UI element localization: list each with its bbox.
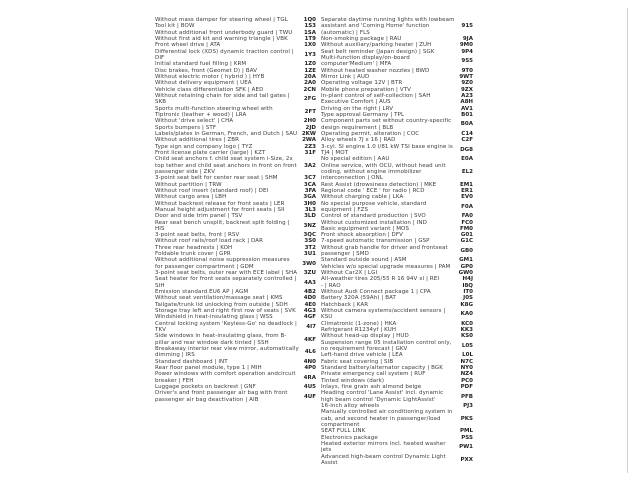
option-code: E0A — [461, 156, 473, 163]
option-row — [155, 333, 316, 346]
option-code: 915 — [461, 23, 473, 30]
option-description: Electronics package — [321, 434, 378, 441]
option-row — [321, 454, 473, 467]
option-code: FA0 — [461, 213, 473, 220]
option-description: Advanced high-beam control Dynamic Light Assist — [321, 453, 446, 466]
option-code: 9ZX — [460, 86, 473, 93]
option-row — [321, 441, 473, 454]
option-description: Mirror Link | AUD — [321, 73, 370, 80]
option-description: Tinted windows (dark) — [321, 377, 385, 384]
option-description: Without customized installation | IND — [321, 219, 427, 226]
option-code: ER1 — [461, 187, 473, 194]
option-code: F0A — [461, 203, 473, 210]
option-description: Vehicle class differentiation SFK | AED — [155, 86, 264, 93]
option-description: Three rear headrests | KOH — [155, 244, 233, 251]
option-description: Side windows in heat-insulating glass, from B-pillar and rear window dark tinted | SSH — [155, 333, 287, 346]
option-row — [321, 118, 473, 131]
option-code: 4I7 — [306, 323, 316, 330]
option-row — [155, 390, 316, 403]
option-description: Executive Comfort | AUS — [321, 99, 391, 106]
option-code: H4J — [462, 276, 473, 283]
option-description: Vehicles w/o special upgrade measures | PAM — [321, 263, 451, 270]
option-code: 4UF — [303, 393, 316, 400]
option-description: Seat belt reminder (Japan design) | SGK — [321, 48, 435, 55]
option-description: Standard battery/alternator capacity | BGK — [321, 365, 444, 372]
option-code: GB0 — [460, 247, 473, 254]
option-code: 4P0 — [304, 365, 316, 372]
option-code: 4E0 — [304, 301, 316, 308]
option-description: Seat heater for front seats separately controlled | SIH — [155, 276, 297, 289]
option-description: Sports bumpers | STF — [155, 124, 217, 131]
option-description: Left-hand drive vehicle | LEA — [321, 352, 403, 359]
option-code: DG8 — [460, 146, 473, 153]
option-code: 20A — [304, 73, 316, 80]
option-description: Climatronic (1-zone) | HKA — [321, 320, 397, 327]
option-code: 2FG — [303, 96, 316, 103]
option-code: GP0 — [460, 263, 473, 270]
option-code: 3S0 — [304, 238, 316, 245]
option-description: Hatchback | KAR — [321, 301, 369, 308]
option-code: 9S5 — [461, 58, 473, 65]
option-code: L0L — [462, 352, 473, 359]
scrollbar[interactable] — [627, 8, 629, 473]
option-description: 3-cyl. SI engine 1.0 l/81 kW TSI base engine is TJ4 | MOT — [321, 143, 453, 156]
option-code: EL2 — [461, 168, 473, 175]
option-description: Regional code ' ECE ' for radio | RCD — [321, 187, 425, 194]
option-description: Inlays, fine grain ash almond beige — [321, 384, 422, 391]
option-description: Type approval Germany | TPL — [321, 111, 405, 118]
option-code: NZ4 — [460, 371, 473, 378]
option-code: 2WA — [302, 137, 316, 144]
option-code: NY0 — [460, 365, 473, 372]
option-code: 3GA — [303, 194, 316, 201]
option-code: IT0 — [463, 289, 473, 296]
option-code: B0A — [460, 121, 473, 128]
option-code: 4A3 — [304, 279, 316, 286]
option-description: Manually controlled air conditioning system in cab, and second heater in passenger/load compartment — [321, 409, 453, 428]
option-code: PJ3 — [463, 403, 473, 410]
option-code: 3T2 — [304, 244, 316, 251]
option-description: 3-point seat belt for center rear seat | SHM — [155, 175, 278, 182]
option-description: Type sign and company logo | TYZ — [155, 143, 253, 150]
option-description: Refrigerant R1234yf | KUH — [321, 327, 397, 334]
option-description: Mobile phone preparation | VTV — [321, 86, 412, 93]
option-row — [155, 321, 316, 334]
option-code: K8G — [460, 301, 473, 308]
option-description: Emission standard EU6 AP | AGM — [155, 289, 249, 296]
option-description: Operating voltage 12V | BTR — [321, 80, 403, 87]
option-code: 2KW — [301, 130, 316, 137]
option-code: 1ZE — [304, 67, 316, 74]
option-code: 1Y3 — [304, 51, 316, 58]
option-description: Without first aid kit and warning triangle | VBK — [155, 35, 288, 42]
option-code: 3ZU — [303, 270, 316, 277]
equipment-code-list — [155, 17, 473, 466]
option-description: No special purpose vehicle, standard equipment | FZS — [321, 200, 427, 213]
option-description: Alloy wheels 7J x 16 | RAD — [321, 137, 396, 144]
option-description: In-plant control of self-collection | SAH — [321, 92, 431, 99]
option-code: GW0 — [458, 270, 473, 277]
option-code: 9Z0 — [461, 80, 473, 87]
option-row — [155, 49, 316, 62]
option-code: 2Z3 — [304, 143, 316, 150]
option-code: 3LD — [304, 213, 316, 220]
option-code: 2CN — [303, 86, 316, 93]
option-code: GM1 — [459, 257, 473, 264]
option-code: 4G3 — [303, 308, 316, 315]
option-row — [155, 106, 316, 119]
option-description: Multi-function display/on-board computer'Medium' | MFA — [321, 54, 410, 68]
option-code: PKS — [460, 415, 473, 422]
option-description: Without Car2X | LGI — [321, 270, 378, 277]
options-column-right — [321, 17, 473, 466]
option-row — [321, 201, 473, 214]
option-description: No special edition | AAU — [321, 156, 390, 163]
option-row — [155, 220, 316, 233]
option-code: 3NZ — [303, 222, 316, 229]
option-description: Private emergency call system | RUF — [321, 371, 426, 378]
option-description: Without camera systems/accident sensors | KSU — [321, 308, 446, 321]
option-description: Basic equipment variant | MOS — [321, 225, 410, 232]
option-description: Component parts set without country-specific design requirement | BLB — [321, 118, 452, 131]
option-description: Driver's and front passenger air bag with front passenger air bag deactivation | AIB — [155, 390, 288, 403]
option-description: Fabric seat covering | SIB — [321, 358, 394, 365]
option-description: Without roof insert (standard roof) | DEI — [155, 187, 269, 194]
option-code: KS0 — [460, 333, 473, 340]
option-description: Without charging cable | LKA — [321, 194, 404, 201]
option-description: Front wheel drive | ATA — [155, 42, 221, 49]
option-description: Central locking system 'Keyless-Go' no deadlock | TKV — [155, 320, 297, 334]
option-description: SEAT FULL LINK — [321, 428, 366, 435]
option-code: PC0 — [461, 377, 473, 384]
option-description: Operating permit, alteration | COC — [321, 130, 420, 137]
option-code: EV0 — [461, 194, 473, 201]
option-code: 3C7 — [304, 175, 316, 182]
option-code: KC0 — [461, 320, 473, 327]
option-description: Breakaway interior rear view mirror, automatically dimming | IRS — [155, 346, 299, 359]
option-description: Without additional noise suppression measures for passenger compartment | GDM — [155, 257, 290, 270]
option-description: Without 'drive select' | CHA — [155, 118, 234, 125]
option-description: 7-speed automatic transmission | GSP — [321, 238, 430, 245]
option-description: Without Audi Connect package 1 | CPA — [321, 289, 431, 296]
option-description: Tailgate/trunk lid unlocking from outside | SDH — [155, 301, 288, 308]
option-description: Child seat anchors f. child seat system i-Size, 2x top tether and child seat anchors in front on front passenger side | ZKV — [155, 156, 297, 175]
option-code: L05 — [461, 342, 473, 349]
option-code: C2F — [461, 137, 473, 144]
option-description: Luggage pockets on backrest | GNF — [155, 384, 256, 391]
option-description: Without retaining chain for side and tail gates | SKB — [155, 92, 290, 106]
option-row — [321, 163, 473, 182]
option-code: G1C — [460, 238, 473, 245]
option-description: All-weather tires 205/55 R 16 94V xl | REI — [321, 276, 440, 283]
option-code: PFB — [461, 393, 473, 400]
option-description: Front shock absorption | DFV — [321, 232, 404, 239]
option-row — [321, 409, 473, 428]
option-code: 2H0 — [303, 118, 316, 125]
option-code: PSS — [461, 434, 473, 441]
option-code: EM1 — [459, 181, 473, 188]
option-code: FM0 — [459, 225, 473, 232]
option-description: Storage tray left and right first row of seats | SVK — [155, 308, 296, 315]
option-description: Rear seat bench unsplit, backrest split folding | HIS — [155, 219, 290, 232]
option-code: 9T0 — [461, 67, 473, 74]
option-description: Without seat ventilation/massage seat | KMS — [155, 295, 283, 302]
option-row — [155, 276, 316, 289]
option-description: Heading control 'Lane Assist' incl. dynamic high beam control 'Dynamic LightAssist' — [321, 390, 444, 403]
option-code: 3W0 — [302, 260, 316, 267]
option-description: Without auxiliary/parking heater | ZUH — [321, 42, 432, 49]
option-code: 1T9 — [304, 35, 316, 42]
option-description: Without partition | TRW — [155, 181, 222, 188]
option-description: Power windows with comfort operation andcircuit breaker | FEH — [155, 371, 296, 384]
option-description: Tool kit | BOW — [155, 23, 195, 30]
option-code: 1Q0 — [303, 17, 316, 23]
option-code: 9WT — [459, 73, 473, 80]
option-description: Without head-up display | HUD — [321, 333, 409, 340]
option-code: 4U5 — [303, 384, 316, 391]
option-description: Front license plate carrier (large) | KZT — [155, 149, 266, 156]
option-code: G01 — [460, 232, 473, 239]
option-code: PW1 — [459, 444, 473, 451]
option-code: 9P4 — [461, 48, 473, 55]
option-code: 2JD — [305, 124, 316, 131]
option-description: Suspension range 05 installation control only, no requirement forecast | GKV — [321, 339, 452, 353]
option-description: Initial standard fuel filling | KRM — [155, 61, 247, 68]
option-row — [321, 144, 473, 157]
option-code: A23 — [461, 92, 473, 99]
option-description: 3-point seat belts, outer rear with ECE label | SHA — [155, 270, 298, 277]
option-description: Windshield in heat-insulating glass | WSS — [155, 314, 273, 321]
option-description: Foldable trunk cover | GPR — [155, 251, 231, 258]
option-description: - | RAO — [321, 282, 341, 289]
option-description: 3-point seat belts, front | RSV — [155, 232, 240, 239]
option-code: 9JA — [462, 35, 473, 42]
option-description: Without heated washer nozzles | BWD — [321, 67, 430, 74]
option-description: Driving on the right | LRV — [321, 105, 394, 112]
option-description: Heated exterior mirrors incl. heated washer jets — [321, 440, 446, 454]
option-description: Without cargo area | LBH — [155, 194, 227, 201]
option-description: Separate daytime running lights with lowbeam assistant and 'Coming Home' function (automatic) | FLS — [321, 17, 455, 36]
option-code: B01 — [461, 111, 473, 118]
option-row — [155, 371, 316, 384]
option-description: Without additional tires | ZBR — [155, 137, 240, 144]
option-row — [155, 257, 316, 270]
option-code: C14 — [461, 130, 473, 137]
option-code: I8Q — [462, 282, 473, 289]
option-code: 2FT — [304, 108, 316, 115]
option-code: 1SA — [303, 29, 316, 36]
option-code: 31F — [304, 149, 316, 156]
option-code: 3L3 — [304, 206, 316, 213]
option-row — [321, 340, 473, 353]
option-description: Sports multi-function steering wheel with Tiptronic (leather + wood) | LRA — [155, 105, 273, 118]
option-code: A8H — [460, 99, 473, 106]
option-code: PDF — [460, 384, 473, 391]
option-code: 4KF — [304, 336, 316, 343]
option-code: 1X0 — [304, 42, 316, 49]
option-description: Without mass damper for steering wheel | TGL — [155, 17, 288, 23]
option-description: Standard dashboard | INT — [155, 358, 228, 365]
option-description: Without electric motor ( hybrid ) | HYB — [155, 73, 265, 80]
option-description: Differential lock (XDS) dynamic traction control | DIF — [155, 48, 294, 61]
option-row — [155, 93, 316, 106]
option-code: 4GF — [303, 314, 316, 321]
option-description: Control of standard production | SVO — [321, 213, 426, 220]
option-code: KA0 — [460, 311, 473, 318]
option-row — [321, 308, 473, 321]
option-code: 4B2 — [304, 289, 316, 296]
option-code: 3H0 — [303, 200, 316, 207]
options-column-left — [155, 17, 316, 403]
option-code: J0S — [463, 295, 473, 302]
option-description: Without roof rails/roof load rack | DAR — [155, 238, 264, 245]
option-description: Standard outside sound | ASM — [321, 257, 407, 264]
option-description: Disc brakes, front (Geomet D) | BAV — [155, 67, 258, 74]
option-description: 16-inch alloy wheels — [321, 403, 380, 410]
option-description: Door and side trim panel | TSV — [155, 213, 243, 220]
option-code: 9M0 — [459, 42, 473, 49]
option-row — [321, 55, 473, 68]
option-code: 3FA — [304, 187, 316, 194]
option-code: N7C — [460, 358, 473, 365]
option-code: 1Z0 — [304, 61, 316, 68]
option-description: Rest Assist (drowsiness detection) | MKE — [321, 181, 437, 188]
option-code: 3QC — [303, 232, 316, 239]
option-code: 3U1 — [303, 251, 316, 258]
option-description: Without additional front underbody guard | TWU — [155, 29, 293, 36]
option-code: KK3 — [460, 327, 473, 334]
option-code: 4N0 — [303, 358, 316, 365]
option-row — [321, 245, 473, 258]
option-code: 4L6 — [304, 349, 316, 356]
option-row — [155, 346, 316, 359]
option-description: Without delivery equipment | UEA — [155, 80, 252, 87]
option-description: Manual height adjustment for front seats | SII — [155, 206, 285, 213]
option-code: 4D0 — [303, 295, 316, 302]
option-row — [321, 17, 473, 36]
option-code: PXX — [460, 456, 473, 463]
option-description: Labels/plates in German, French, and Dutch | SAU — [155, 130, 298, 137]
option-code: AV1 — [461, 105, 473, 112]
option-code: 3A2 — [304, 162, 316, 169]
option-description: Without backrest release for front seats | LER — [155, 200, 285, 207]
option-description: Rear floor panel module, type 1 | MIH — [155, 365, 262, 372]
option-code: 2A0 — [304, 80, 316, 87]
option-code: FC0 — [461, 219, 473, 226]
option-code: 3CA — [303, 181, 316, 188]
option-row — [321, 390, 473, 403]
option-description: Battery 320A (59Ah) | BAT — [321, 295, 396, 302]
option-code: 1S3 — [304, 23, 316, 30]
option-description: Without grab handle for driver and frontseat passenger | SMD — [321, 244, 448, 258]
option-description: Non-smoking package | RAU — [321, 35, 402, 42]
option-code: 4RA — [303, 374, 316, 381]
option-description: Online service, with OCU, without head unit coding, without engine immobilizer interconnection | ONL — [321, 162, 446, 182]
option-code: PML — [459, 428, 473, 435]
option-row — [155, 156, 316, 175]
